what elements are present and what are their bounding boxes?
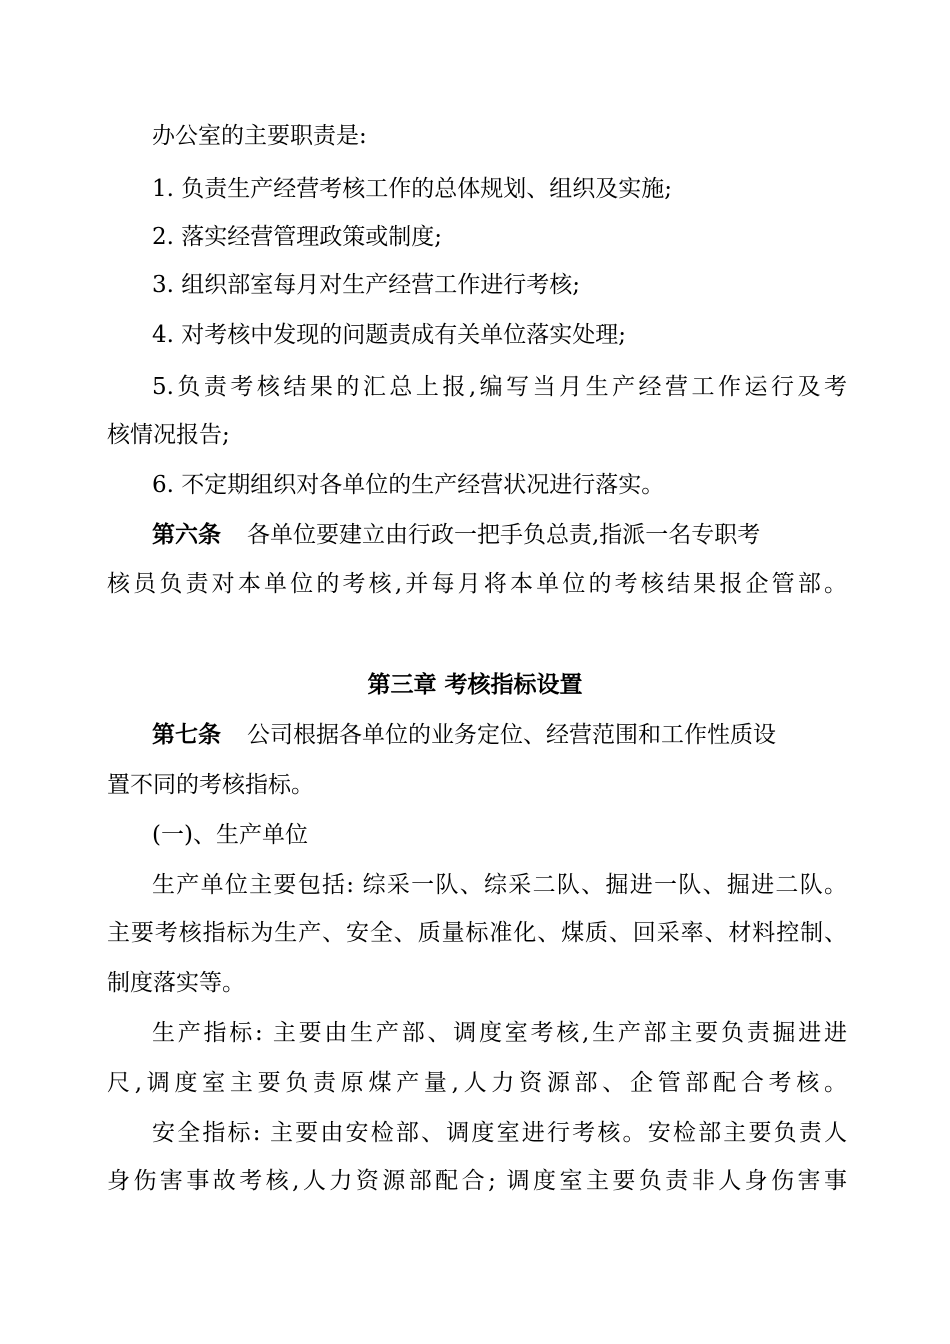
production-indicator-para: 生产指标: 主要由生产部、调度室考核,生产部主要负责掘进进 <box>152 1020 847 1046</box>
production-units-para: 生产单位主要包括: 综采一队、综采二队、掘进一队、掘进二队。 <box>152 872 847 898</box>
production-units-para-2: 主要考核指标为生产、安全、质量标准化、煤质、回采率、材料控制、 <box>107 920 847 946</box>
duty-item-4: 4. 对考核中发现的问题责成有关单位落实处理; <box>152 322 627 348</box>
production-units-para-3: 制度落实等。 <box>107 970 245 996</box>
duty-item-2: 2. 落实经营管理政策或制度; <box>152 224 443 250</box>
safety-indicator-para-2: 身伤害事故考核,人力资源部配合; 调度室主要负责非人身伤害事 <box>107 1168 847 1194</box>
duty-item-1: 1. 负责生产经营考核工作的总体规划、组织及实施; <box>152 176 673 202</box>
production-indicator-para-2: 尺,调度室主要负责原煤产量,人力资源部、企管部配合考核。 <box>107 1070 847 1096</box>
article-7-label: 第七条 <box>152 722 221 748</box>
duty-item-5-cont: 核情况报告; <box>107 422 230 448</box>
duty-intro: 办公室的主要职责是: <box>152 123 367 149</box>
article-6-label: 第六条 <box>152 522 221 548</box>
duty-item-6: 6. 不定期组织对各单位的生产经营状况进行落实。 <box>152 472 665 498</box>
article-7 <box>152 720 847 750</box>
article-6-text: 各单位要建立由行政一把手负总责,指派一名专职考 <box>247 522 761 548</box>
section-heading: (一)、生产单位 <box>152 822 308 848</box>
duty-item-5: 5.负责考核结果的汇总上报,编写当月生产经营工作运行及考 <box>152 374 847 400</box>
article-7-text: 公司根据各单位的业务定位、经营范围和工作性质设 <box>247 722 776 748</box>
article-6 <box>152 520 847 550</box>
safety-indicator-para: 安全指标: 主要由安检部、调度室进行考核。安检部主要负责人 <box>152 1120 847 1146</box>
chapter-heading: 第三章 考核指标设置 <box>367 672 583 698</box>
article-7-cont: 置不同的考核指标。 <box>107 772 314 798</box>
duty-item-3: 3. 组织部室每月对生产经营工作进行考核; <box>152 272 581 298</box>
article-6-cont: 核员负责对本单位的考核,并每月将本单位的考核结果报企管部。 <box>107 571 847 597</box>
